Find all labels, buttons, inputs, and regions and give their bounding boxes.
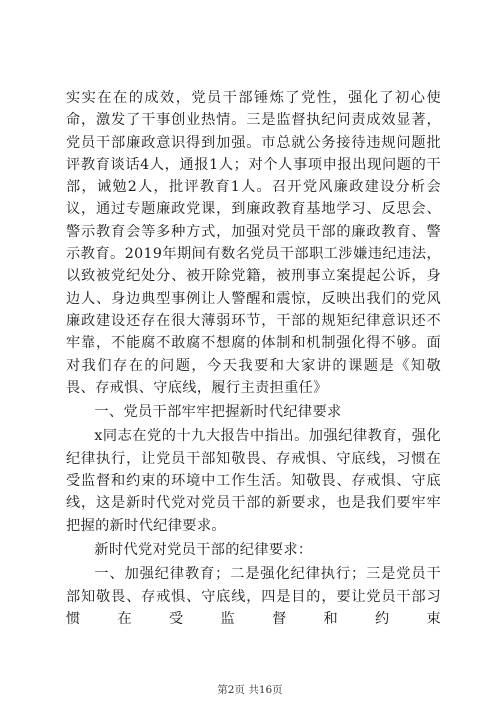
- paragraph-2: x同志在党的十九大报告中指出。加强纪律教育，强化纪律执行，让党员干部知敬畏、存戒惧、守底线，习惯在受监督和约束的环境中工作生活。知敬畏、存戒惧、守底线，这是新时代党对党员干部的新要求，也是我们要牢牢把握的新时代纪律要求。: [66, 428, 441, 534]
- paragraph-1: 实实在在的成效，党员干部锤炼了党性，强化了初心使命，激发了干事创业热情。三是监督执纪问责成效显著，党员干部廉政意识得到加强。市总就公务接待违规问题批评教育谈话4人，通报1人；对个人事项申报出现问题的干部，诫勉2人，批评教育1人。召开党风廉政建设分析会议，通过专题廉政党课，到廉政教育基地学习、反思会、警示教育会等多种方式，加强对党员干部的廉政教育、警示教育。2019年期间有数名党员干部职工涉嫌违纪违法，以致被党纪处分、被开除党籍，被刑事立案提起公诉，身边人、身边典型事例让人警醒和震惊，反映出我们的党风廉政建设还存在很大薄弱环节，干部的规矩纪律意识还不牢靠，不能腐不敢腐不想腐的体制和机制强化得不够。面对我们存在的问题，今天我要和大家讲的课题是《知敬畏、存戒惧、守底线，履行主责担重任》: [66, 90, 441, 396]
- document-body: [66, 87, 441, 630]
- section-heading: 一、党员干部牢牢把握新时代纪律要求: [94, 404, 342, 421]
- paragraph-3: 新时代党对党员干部的纪律要求：: [94, 541, 313, 558]
- page-footer: 第2页 共16页: [217, 684, 283, 696]
- paragraph-4: 一、加强纪律教育；二是强化纪律执行；三是党员干部知敬畏、存戒惧、守底线，四是目的，要让党员干部习惯在受监督和约束: [66, 566, 441, 627]
